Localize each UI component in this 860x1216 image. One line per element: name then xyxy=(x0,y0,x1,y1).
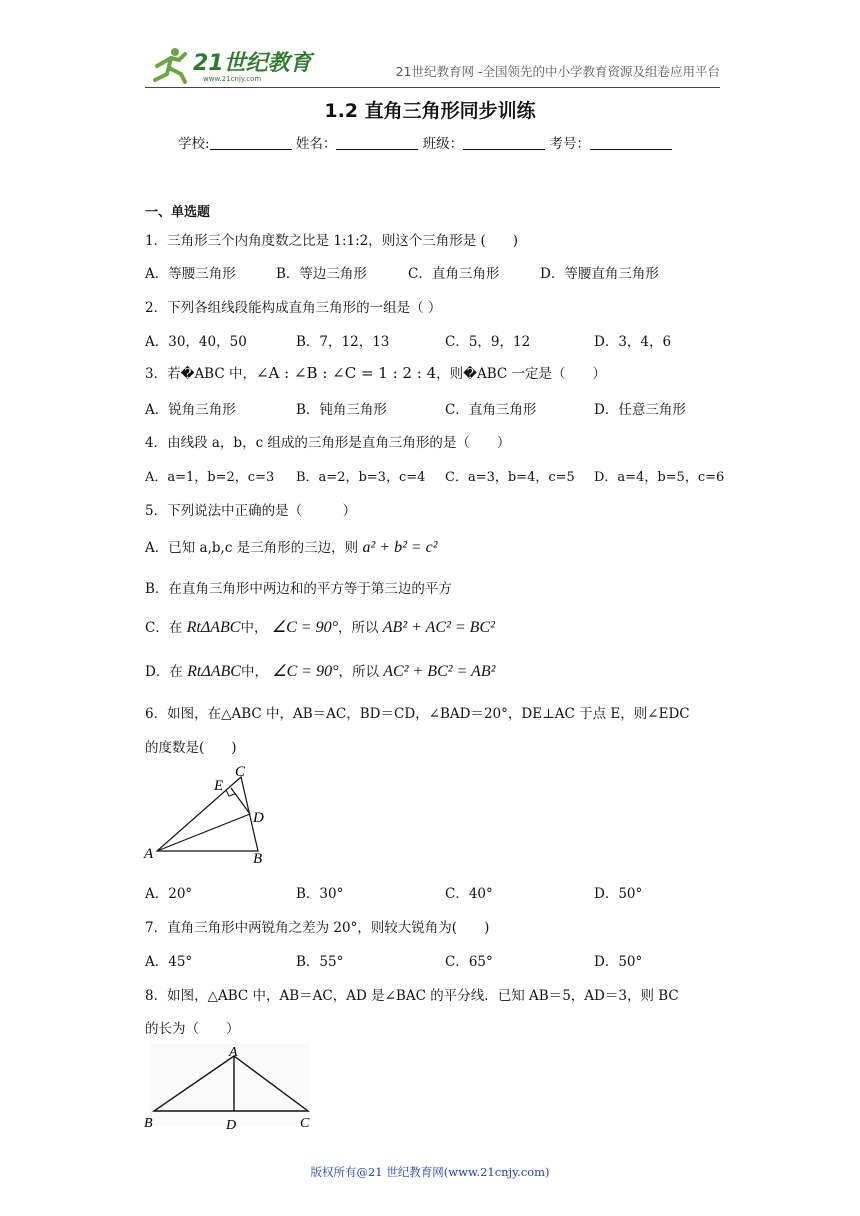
question-7-option-b: B．55° xyxy=(296,954,344,970)
replacement-glyph-icon: � xyxy=(463,366,477,382)
q5-d-formula: AC² + BC² = AB² xyxy=(383,663,496,680)
header-tagline: 21世纪教育网 -全国领先的中小学教育资源及组卷应用平台 xyxy=(395,64,720,79)
question-4-option-d: D．a=4，b=5，c=6 xyxy=(594,470,725,485)
label-b: B xyxy=(253,851,263,867)
question-3-option-a: A．锐角三角形 xyxy=(145,402,236,418)
q5-d-mid: 中， xyxy=(240,664,268,680)
question-1-stem: 1．三角形三个内角度数之比是 1:1:2，则这个三角形是 ( ) xyxy=(145,233,519,249)
name-label: 姓名： xyxy=(295,136,337,152)
question-1-option-b: B．等边三角形 xyxy=(276,266,367,282)
question-5-option-c xyxy=(145,616,495,637)
question-8-stem: 8．如图，△ABC 中，AB＝AC，AD 是∠BAC 的平分线．已知 AB＝5，AD＝3，则 BC xyxy=(145,988,679,1004)
question-8-stem-2: 的长为（ ） xyxy=(145,1021,240,1037)
question-2-option-c: C．5，9，12 xyxy=(445,334,531,350)
question-3-option-d: D．任意三角形 xyxy=(594,402,686,418)
question-7-stem: 7．直角三角形中两锐角之差为 20°，则较大锐角为( ) xyxy=(145,920,490,936)
question-4-stem: 4．由线段 a，b，c 组成的三角形是直角三角形的是（ ） xyxy=(145,435,511,451)
question-4-option-b: B．a=2，b=3，c=4 xyxy=(296,470,426,485)
question-5-option-a xyxy=(145,536,438,557)
label-a: A xyxy=(229,1045,238,1060)
school-label: 学校: xyxy=(178,136,210,152)
q3-ratio: ∠A : ∠B : ∠C = 1 : 2 : 4 xyxy=(255,364,437,382)
logo-url: www.21cnjy.com xyxy=(203,75,262,83)
label-e: E xyxy=(214,778,224,794)
question-6-stem-2: 的度数是( ) xyxy=(145,740,237,756)
question-4-option-c: C．a=3，b=4，c=5 xyxy=(445,470,575,485)
segment-de xyxy=(231,788,250,814)
q5-c-triangle: RtΔABC xyxy=(186,619,241,636)
question-6-option-b: B．30° xyxy=(296,886,344,902)
q5-c-prefix: C．在 xyxy=(145,620,183,636)
logo xyxy=(145,44,315,84)
question-6-option-c: C．40° xyxy=(445,886,493,902)
segment-ad xyxy=(157,814,250,851)
page-footer: 版权所有@21 世纪教育网(www.21cnjy.com) xyxy=(310,1165,550,1179)
q3-part-2: ABC 中， xyxy=(194,366,256,382)
q3-part-1: 3．若 xyxy=(145,366,181,382)
question-3-option-b: B．钝角三角形 xyxy=(296,402,387,418)
replacement-glyph-icon: � xyxy=(180,366,195,382)
question-7-option-c: C．65° xyxy=(445,954,493,970)
question-8-figure xyxy=(140,1042,320,1132)
question-6-stem: 6．如图，在△ABC 中，AB＝AC，BD＝CD，∠BAD＝20°，DE⊥AC 于点 E，则∠EDC xyxy=(145,706,690,722)
exam-no-blank[interactable] xyxy=(590,135,672,150)
question-6-option-d: D．50° xyxy=(594,886,643,902)
exam-no-label: 考号： xyxy=(549,136,590,152)
question-3-option-c: C．直角三角形 xyxy=(445,402,537,418)
label-b: B xyxy=(144,1116,153,1131)
q3-part-4: ，则 xyxy=(436,366,464,382)
question-2-option-d: D．3，4，6 xyxy=(594,334,672,350)
page-title: 1.2 直角三角形同步训练 xyxy=(324,100,536,122)
question-5-option-b: B．在直角三角形中两边和的平方等于第三边的平方 xyxy=(145,581,452,597)
q5-d-angle: ∠C = 90° xyxy=(272,663,339,680)
triangle-abc xyxy=(157,777,258,851)
question-2-option-a: A．30，40，50 xyxy=(145,334,247,350)
question-7-option-a: A．45° xyxy=(145,954,193,970)
question-3-stem xyxy=(145,362,606,382)
school-blank[interactable] xyxy=(210,135,292,150)
section-heading: 一、单选题 xyxy=(145,205,211,220)
question-6-option-a: A．20° xyxy=(145,886,193,902)
q5-d-triangle: RtΔABC xyxy=(187,663,241,680)
student-info-row xyxy=(178,132,672,152)
q5-c-formula: AB² + AC² = BC² xyxy=(382,619,495,636)
header-divider xyxy=(145,87,720,88)
question-1-option-d: D．等腰直角三角形 xyxy=(540,266,659,282)
q5-c-so: ，所以 xyxy=(337,620,379,636)
class-label: 班级： xyxy=(422,136,464,152)
label-d: D xyxy=(226,1118,237,1132)
label-c: C xyxy=(235,764,246,780)
runner-icon xyxy=(155,48,185,82)
q5-d-so: ，所以 xyxy=(338,664,379,680)
q5-c-mid: 中， xyxy=(240,620,268,636)
name-blank[interactable] xyxy=(336,135,418,150)
question-2-option-b: B．7，12，13 xyxy=(296,334,390,350)
class-blank[interactable] xyxy=(463,135,545,150)
label-a: A xyxy=(144,846,154,862)
q3-part-5: ABC 一定是（ ） xyxy=(476,366,607,382)
logo-text: 21世纪教育 xyxy=(193,51,312,76)
q5-d-prefix: D．在 xyxy=(145,664,183,680)
question-5-option-d xyxy=(145,660,495,681)
question-1-option-c: C．直角三角形 xyxy=(408,266,500,282)
label-d: D xyxy=(253,810,264,826)
page-header xyxy=(145,40,720,90)
question-5-stem: 5．下列说法中正确的是（ ） xyxy=(145,503,357,519)
question-1-option-a: A．等腰三角形 xyxy=(145,266,236,282)
question-2-stem: 2．下列各组线段能构成直角三角形的一组是（ ） xyxy=(145,300,442,316)
q5-c-angle: ∠C = 90° xyxy=(271,619,338,636)
q5-a-formula: a² + b² = c² xyxy=(362,539,438,556)
q5-a-text: A．已知 a,b,c 是三角形的三边，则 xyxy=(145,540,359,556)
question-4-option-a: A．a=1，b=2，c=3 xyxy=(145,470,275,485)
question-6-figure xyxy=(140,762,280,868)
label-c: C xyxy=(300,1116,310,1131)
question-7-option-d: D．50° xyxy=(594,954,643,970)
